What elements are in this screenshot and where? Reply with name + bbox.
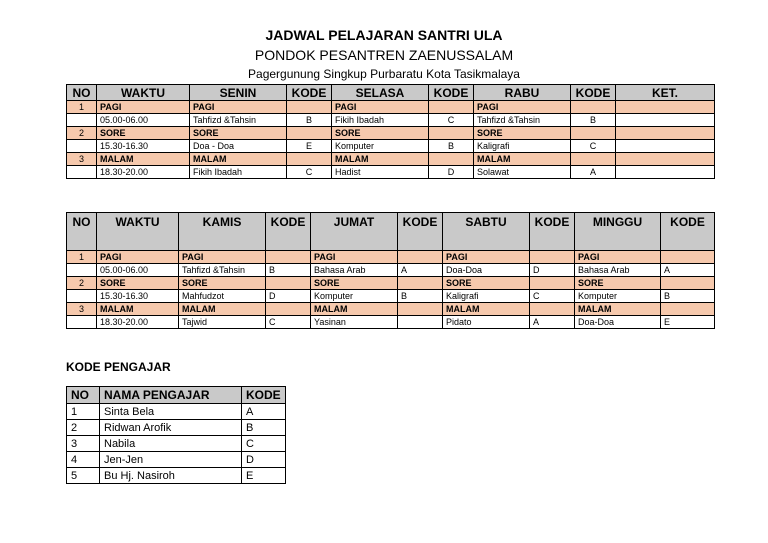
table-cell [530, 277, 575, 290]
table-cell: SORE [179, 277, 266, 290]
teacher-row [67, 452, 286, 468]
table-cell: MALAM [179, 303, 266, 316]
table-cell: B [661, 290, 715, 303]
table-cell: A [242, 404, 286, 420]
column-header: KODE [287, 85, 332, 101]
table-cell: Tahfizd &Tahsin [474, 114, 571, 127]
table-cell [616, 166, 715, 179]
table-cell [67, 264, 97, 277]
table-cell: C [287, 166, 332, 179]
table-cell: Kaligrafi [443, 290, 530, 303]
table-cell: A [661, 264, 715, 277]
table-cell [67, 114, 97, 127]
table-cell: PAGI [97, 101, 190, 114]
table-cell [571, 101, 616, 114]
table-cell: PAGI [575, 251, 661, 264]
table-cell: 5 [67, 468, 100, 484]
table-cell: MALAM [575, 303, 661, 316]
column-header: NO [67, 387, 100, 404]
table-cell [661, 303, 715, 316]
table-cell [616, 127, 715, 140]
table-cell: Komputer [575, 290, 661, 303]
table1-header-row [67, 85, 715, 101]
table-cell [429, 101, 474, 114]
teacher-code-table [66, 386, 286, 484]
table-cell [287, 153, 332, 166]
table-row [67, 290, 715, 303]
table-cell [398, 251, 443, 264]
table-cell [571, 153, 616, 166]
table-cell: Doa-Doa [575, 316, 661, 329]
table-cell: Tahfizd &Tahsin [179, 264, 266, 277]
table-cell [67, 316, 97, 329]
column-header: RABU [474, 85, 571, 101]
column-header: WAKTU [97, 213, 179, 251]
teacher-row [67, 468, 286, 484]
table-cell: MALAM [443, 303, 530, 316]
teacher-row [67, 436, 286, 452]
column-header: KAMIS [179, 213, 266, 251]
teacher-row [67, 404, 286, 420]
table-cell: D [242, 452, 286, 468]
column-header: SABTU [443, 213, 530, 251]
column-header: NO [67, 85, 97, 101]
table-cell: Sinta Bela [100, 404, 242, 420]
table-cell: A [571, 166, 616, 179]
table-cell: E [661, 316, 715, 329]
column-header: KET. [616, 85, 715, 101]
table-cell: PAGI [311, 251, 398, 264]
table-cell: PAGI [190, 101, 287, 114]
table-cell: Doa-Doa [443, 264, 530, 277]
kode-pengajar-title: KODE PENGAJAR [66, 360, 171, 374]
table-cell [67, 166, 97, 179]
table-cell: 4 [67, 452, 100, 468]
table-cell: Doa - Doa [190, 140, 287, 153]
table-cell [616, 114, 715, 127]
column-header: KODE [266, 213, 311, 251]
table-row [67, 316, 715, 329]
table-cell: SORE [97, 127, 190, 140]
table-cell: PAGI [474, 101, 571, 114]
session-row [67, 251, 715, 264]
table-cell: MALAM [311, 303, 398, 316]
table-cell: B [242, 420, 286, 436]
schedule-table-2 [66, 212, 715, 329]
column-header: JUMAT [311, 213, 398, 251]
table-row [67, 166, 715, 179]
table-cell: Komputer [311, 290, 398, 303]
table-cell [616, 140, 715, 153]
table-cell: D [266, 290, 311, 303]
table-cell: PAGI [97, 251, 179, 264]
table-row [67, 114, 715, 127]
table-cell [616, 153, 715, 166]
table-cell: Bahasa Arab [575, 264, 661, 277]
table-cell: 3 [67, 153, 97, 166]
school-address: Pagergunung Singkup Purbaratu Kota Tasikmalaya [248, 67, 520, 81]
table-cell: Nabila [100, 436, 242, 452]
table-cell: PAGI [443, 251, 530, 264]
column-header: WAKTU [97, 85, 190, 101]
table-cell: MALAM [332, 153, 429, 166]
table-cell: 2 [67, 127, 97, 140]
table-cell: 18.30-20.00 [97, 316, 179, 329]
table-cell [287, 101, 332, 114]
table-cell: SORE [332, 127, 429, 140]
table-cell: Fikih Ibadah [190, 166, 287, 179]
table-cell: 3 [67, 436, 100, 452]
table-cell: C [530, 290, 575, 303]
table-cell [616, 101, 715, 114]
table-cell: 15.30-16.30 [97, 290, 179, 303]
table-cell [661, 277, 715, 290]
table-cell: A [398, 264, 443, 277]
table-cell: Fikih Ibadah [332, 114, 429, 127]
column-header: SENIN [190, 85, 287, 101]
table-cell [266, 303, 311, 316]
table-cell: MALAM [97, 303, 179, 316]
session-row [67, 101, 715, 114]
table-cell: 18.30-20.00 [97, 166, 190, 179]
table-cell: C [242, 436, 286, 452]
session-row [67, 303, 715, 316]
school-name: PONDOK PESANTREN ZAENUSSALAM [254, 47, 514, 63]
table-cell: E [242, 468, 286, 484]
table-cell: SORE [190, 127, 287, 140]
table-cell [429, 127, 474, 140]
table-cell: 2 [67, 420, 100, 436]
table-cell: Bu Hj. Nasiroh [100, 468, 242, 484]
table-cell [530, 303, 575, 316]
column-header: KODE [398, 213, 443, 251]
table-cell: D [530, 264, 575, 277]
column-header: MINGGU [575, 213, 661, 251]
table-cell [398, 303, 443, 316]
table-cell [398, 316, 443, 329]
table-cell: 05.00-06.00 [97, 114, 190, 127]
column-header: KODE [429, 85, 474, 101]
column-header: KODE [530, 213, 575, 251]
table-cell: 2 [67, 277, 97, 290]
table-cell: Mahfudzot [179, 290, 266, 303]
table-cell: C [571, 140, 616, 153]
session-row [67, 153, 715, 166]
column-header: SELASA [332, 85, 429, 101]
table-cell: 1 [67, 101, 97, 114]
table-cell: B [266, 264, 311, 277]
table-cell [429, 153, 474, 166]
table-cell: MALAM [190, 153, 287, 166]
table-cell: Pidato [443, 316, 530, 329]
table-cell: PAGI [332, 101, 429, 114]
column-header: KODE [661, 213, 715, 251]
table-cell: SORE [311, 277, 398, 290]
column-header: NAMA PENGAJAR [100, 387, 242, 404]
table-cell: Bahasa Arab [311, 264, 398, 277]
table-cell: MALAM [97, 153, 190, 166]
column-header: KODE [242, 387, 286, 404]
table-cell: 15.30-16.30 [97, 140, 190, 153]
table-cell: Tahfizd &Tahsin [190, 114, 287, 127]
teacher-row [67, 420, 286, 436]
table-cell: A [530, 316, 575, 329]
schedule-table-1 [66, 84, 715, 179]
table-cell: 05.00-06.00 [97, 264, 179, 277]
table-cell [287, 127, 332, 140]
table-cell: D [429, 166, 474, 179]
table-cell: PAGI [179, 251, 266, 264]
table-cell: Solawat [474, 166, 571, 179]
table-cell [661, 251, 715, 264]
document-title: JADWAL PELAJARAN SANTRI ULA [265, 27, 503, 43]
table-cell [530, 251, 575, 264]
table-cell: SORE [474, 127, 571, 140]
table-cell [266, 277, 311, 290]
table-cell: Tajwid [179, 316, 266, 329]
table-cell: E [287, 140, 332, 153]
table-cell: Hadist [332, 166, 429, 179]
table-cell: 1 [67, 251, 97, 264]
table-row [67, 264, 715, 277]
table-cell: Yasinan [311, 316, 398, 329]
table-cell: Jen-Jen [100, 452, 242, 468]
table-cell: C [266, 316, 311, 329]
table-cell: SORE [575, 277, 661, 290]
session-row [67, 277, 715, 290]
table-cell: B [429, 140, 474, 153]
table-cell [67, 140, 97, 153]
table-row [67, 140, 715, 153]
table-cell: Komputer [332, 140, 429, 153]
table-cell: B [287, 114, 332, 127]
teacher-table-header-row [67, 387, 286, 404]
column-header: NO [67, 213, 97, 251]
table2-header-row [67, 213, 715, 251]
table-cell: B [571, 114, 616, 127]
table-cell: SORE [443, 277, 530, 290]
table-cell: Ridwan Arofik [100, 420, 242, 436]
table-cell [67, 290, 97, 303]
table-cell: 1 [67, 404, 100, 420]
table-cell: 3 [67, 303, 97, 316]
session-row [67, 127, 715, 140]
table-cell: B [398, 290, 443, 303]
table-cell: SORE [97, 277, 179, 290]
table-cell: Kaligrafi [474, 140, 571, 153]
table-cell: C [429, 114, 474, 127]
table-cell [398, 277, 443, 290]
table-cell [266, 251, 311, 264]
table-cell: MALAM [474, 153, 571, 166]
table-cell [571, 127, 616, 140]
column-header: KODE [571, 85, 616, 101]
